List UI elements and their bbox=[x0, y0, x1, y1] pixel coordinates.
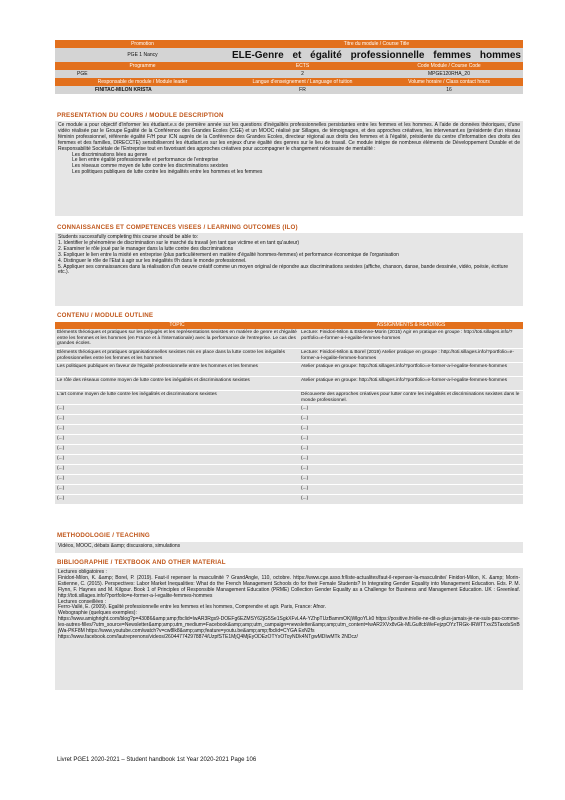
reading-cell: (...) bbox=[299, 465, 523, 475]
presentation-bullet: Le lien entre égalité professionnelle et performance de l'entreprise bbox=[72, 157, 219, 164]
table-row bbox=[55, 475, 523, 485]
bibliography-line: Ferro-Vallé, E. (2009). Egalité professionnelle entre les femmes et les hommes, Comprendre et agir. Paris, France: Afnor. bbox=[58, 604, 327, 611]
table-row bbox=[55, 465, 523, 475]
module-leader-value: FINITAC-MILON KRISTA bbox=[95, 87, 152, 93]
programme-value: PGE bbox=[77, 71, 88, 77]
header-row-leader-values bbox=[55, 86, 523, 94]
reading-cell: (...) bbox=[299, 495, 523, 505]
table-row bbox=[55, 377, 523, 391]
topic-cell: (...) bbox=[55, 405, 299, 415]
ilo-item: 3. Expliquer le lien entre la mixité en entreprise (plus particulièrement en matière d'égalité hommes-femmes) et performance économique de l'organisation bbox=[58, 251, 399, 258]
methodology-title: METHODOLOGIE / TEACHING bbox=[57, 532, 150, 539]
course-header bbox=[55, 40, 523, 94]
header-row-program-values bbox=[55, 70, 523, 78]
ilo-title: CONNAISSANCES ET COMPETENCES VISEES / LEARNING OUTCOMES (ILO) bbox=[57, 224, 298, 231]
presentation-bullet: Les politiques publiques de lutte contre les inégalités entre les hommes et les femmes bbox=[72, 169, 263, 176]
table-row bbox=[55, 495, 523, 505]
table-row bbox=[55, 349, 523, 363]
ilo-item: 2. Examiner le rôle joué par le manager dans la lutte contre des discriminations bbox=[58, 245, 234, 252]
table-row bbox=[55, 435, 523, 445]
bibliography-line: Finidori-Milon, K. &amp; Borel, P. (2019). Faut-il repenser la masculinité ? GrandAngle, 110, octobre. https://www.cge.asso.fr/liste-actualites/faut-il-repenser-la-masculinite/ Finidori-Milon, K. &amp; Morin-Estienne, C. (2015). Perspectives: Labor Market Inequalities: What do the French Management Schools do for their Female Students? In Integrating Gender Equality into Management Education. Eds. P. M. Flynn, F. Haynes and M. Kilgour. Book 1 of Principles of Responsible Management Education (PRME) Collection Gender Equality as a Challenge for Business and Management Education. UK : Greenleaf. http://toti.sillages.info/?portfolio=e-former-a-l-egalite-femmes-hommes bbox=[58, 574, 520, 599]
table-row bbox=[55, 363, 523, 377]
promotion-label: Promotion bbox=[131, 41, 154, 47]
presentation-block bbox=[55, 121, 523, 216]
header-row-leader-labels bbox=[55, 78, 523, 86]
bibliography-line: https://www.facebook.com/lautreprenons/videos/260447742978874/UzpfSTE1MjQ4MjEyODEzOTYxOToyNDk4NTgwMDIwMTk 2NDcz/ bbox=[58, 633, 358, 640]
topic-cell: (...) bbox=[55, 455, 299, 465]
header-row-program-labels bbox=[55, 62, 523, 70]
reading-cell: Lecture: Finidori-Milon & Borel (2019) Atelier pratique en groupe : http://toti.sillages.info/?portfolio=e-former-a-l-egalite-femmes-hommes bbox=[299, 349, 523, 363]
ilo-item: 1. Identifier le phénomène de discrimination sur le marché du travail (en tant que victime et en tant qu'auteur) bbox=[58, 239, 300, 246]
col-topic: TOPIC bbox=[55, 322, 299, 329]
topic-cell: Eléments théoriques et pratiques organisationnelles sexistes mis en place dans la lutte contre les inégalités professionnelles entre les femmes et les hommes bbox=[55, 349, 299, 363]
bibliography-line: Lectures obligatoires : bbox=[58, 569, 107, 575]
topic-cell: L'art comme moyen de lutte contre les inégalités et discriminations sexistes bbox=[55, 391, 299, 405]
presentation-bullet: Les discriminations liées au genre bbox=[72, 151, 148, 158]
bibliography-block bbox=[55, 568, 523, 690]
methodology-block bbox=[55, 542, 523, 553]
outline-table bbox=[55, 322, 523, 505]
presentation-paragraph: Ce module a pour objectif d'informer les étudiant.e.s de première année sur les questions d'inégalités professionnelles persistantes entre les femmes et les hommes. A l'aide de données théoriques, d'une vidéo réalisée par le Groupe Égalité de la Conférence des Grandes Ecoles (CGE) et un MOOC réalisé par Sillages, de témoignages, et des approches créatives, les intervenant.es (présidente d'un réseau féminin professionnel, référente égalité F/H pour ICN auprès de la Conférence des Grandes Ecoles, directeur régional aux droits des femmes et à l'égalité, présidente du centre d'information des droits des femmes et des familles, DIRECCTE) sensibiliseront les étudiant.es sur les enjeux d'une égalité des genres sur le lieu de travail. Ce module intègre de nombreux éléments de Développement Durable et de Responsabilité Sociétale de l'Entreprise tout en favorisant des approches créatives pour accompagner le changement nécessaire de mentalité : bbox=[58, 122, 520, 152]
reading-cell: Atelier pratique en groupe: http://toti.sillages.info/?portfolio=e-former-a-l-egalite-femmes-hommes bbox=[299, 377, 523, 391]
presentation-bullet: Les réseaux comme moyen de lutte contre les discriminations sexistes bbox=[72, 163, 229, 170]
col-readings: ASSIGNMENTS & READINGS bbox=[299, 322, 523, 329]
topic-cell: (...) bbox=[55, 425, 299, 435]
topic-cell: (...) bbox=[55, 435, 299, 445]
reading-cell: (...) bbox=[299, 435, 523, 445]
outline-title: CONTENU / MODULE OUTLINE bbox=[57, 312, 154, 319]
outline-header-row bbox=[55, 322, 523, 329]
table-row bbox=[55, 405, 523, 415]
topic-cell: (...) bbox=[55, 495, 299, 505]
course-title-label: Titre du module / Course Title bbox=[343, 41, 410, 47]
ilo-item: 4. Distinguer le rôle de l'Etat à agir sur les inégalités f/h dans le monde professionnel. bbox=[58, 257, 247, 264]
programme-label: Programme bbox=[129, 63, 156, 69]
topic-cell: (...) bbox=[55, 475, 299, 485]
reading-cell: (...) bbox=[299, 405, 523, 415]
topic-cell: (...) bbox=[55, 465, 299, 475]
page-footer: Livret PGE1 2020-2021 – Student handbook 1st Year 2020-2021 Page 106 bbox=[57, 757, 257, 763]
course-code-label: Code Module / Course Code bbox=[417, 63, 481, 69]
topic-cell: (...) bbox=[55, 415, 299, 425]
ilo-block bbox=[55, 233, 523, 306]
reading-cell: (...) bbox=[299, 475, 523, 485]
reading-cell: Atelier pratique en groupe: http://toti.sillages.info/?portfolio=e-former-a-l-egalite-femmes-hommes bbox=[299, 363, 523, 377]
topic-cell: (...) bbox=[55, 485, 299, 495]
header-row-labels bbox=[55, 40, 523, 48]
presentation-title: PRESENTATION DU COURS / MODULE DESCRIPTION bbox=[57, 112, 224, 119]
promotion-value: PGE 1 Nancy bbox=[127, 52, 158, 58]
course-title: ELE-Genre et égalité professionnelle femmes hommes bbox=[232, 49, 521, 61]
bibliography-line: https://www.amighright.com/blog?p=43086&amp;amp;fbclid=IwAR3Rgs9-DOEFg6EZMSY62jG5Se1SgkXFvL4A-YZhpTUzBammOKjWlgoYLk0 https://positive.fr/elle-ne-dit-a-plus-jamais-je-ne-suis-pas-comme-les-autres-filles/?utm_source=Newsletter&amp;amp;utm_medium=Facebook&amp;amp;utm_campaign=newsletter&amp;amp;utm_content=IwAR2XVx8vGk-MLGulfcbWeFejzpOYzTRGk-IRWTTxvZ5TaxdsSnBjWa-PKF8M https://www.youtube.com/watch?v=cw8lk8&amp;amp;feature=youtu.be&amp;amp;fbclid=CYGA ExN2fs bbox=[58, 616, 520, 635]
language-label: Langue d'enseignement / Language of tuition bbox=[252, 79, 353, 85]
course-code-value: MPGE120RHA_20 bbox=[428, 71, 470, 77]
ects-value: 2 bbox=[301, 71, 304, 77]
ilo-intro: Students successfully completing this course should be able to: bbox=[58, 234, 199, 240]
reading-cell: (...) bbox=[299, 455, 523, 465]
contact-hours-label: Volume horaire / Class contact hours bbox=[408, 79, 490, 85]
topic-cell: Eléments théoriques et pratiques sur les préjugés et les représentations sexistes en matière de genre et d'égalité entre les femmes et les hommes (en France et à l'internationale) avec la performance de l'entreprise. Le cas des grandes écoles. bbox=[55, 329, 299, 349]
reading-cell: (...) bbox=[299, 415, 523, 425]
header-row-values bbox=[55, 48, 523, 62]
topic-cell: (...) bbox=[55, 445, 299, 455]
reading-cell: (...) bbox=[299, 425, 523, 435]
table-row bbox=[55, 445, 523, 455]
module-leader-label: Responsable de module / Module leader bbox=[97, 79, 188, 85]
reading-cell: (...) bbox=[299, 485, 523, 495]
table-row bbox=[55, 425, 523, 435]
table-row bbox=[55, 455, 523, 465]
table-row bbox=[55, 485, 523, 495]
reading-cell: (...) bbox=[299, 445, 523, 455]
table-row bbox=[55, 329, 523, 349]
reading-cell: Découverte des approches créatives pour lutter contre les inégalités et discriminations sexistes dans le monde professionnel. bbox=[299, 391, 523, 405]
bibliography-title: BIBLIOGRAPHIE / TEXTBOOK AND OTHER MATERIAL bbox=[57, 559, 226, 566]
topic-cell: Les politiques publiques en faveur de l'égalité professionnelle entre les hommes et les femmes bbox=[55, 363, 299, 377]
bibliography-line: Lectures conseillées : bbox=[58, 598, 107, 605]
language-value: FR bbox=[299, 87, 306, 93]
topic-cell: Le rôle des réseaux comme moyen de lutte contre les inégalités et discriminations sexistes bbox=[55, 377, 299, 391]
bibliography-line: Webographie (quelques exemples): bbox=[58, 610, 137, 617]
methodology-text: Vidéos, MOOC, débats &amp; discussions, simulations bbox=[58, 543, 181, 549]
table-row bbox=[55, 391, 523, 405]
contact-hours-value: 16 bbox=[446, 87, 452, 93]
reading-cell: Lecture: Finidori-Milon & Estienne-Morin (2015) Agir en pratique en groupe : http://toti.sillages.info/?portfolio=e-former-a-l-egalite-femmes-hommes bbox=[299, 329, 523, 349]
ects-label: ECTS bbox=[295, 63, 310, 69]
ilo-item: 5. Appliquer ses connaissances dans la réalisation d'un oeuvre créatif comme un moyen original de répondre aux discriminations sexistes (affiche, chanson, danse, bande dessinée, vidéo, poésie, écriture etc.). bbox=[58, 263, 509, 276]
table-row bbox=[55, 415, 523, 425]
